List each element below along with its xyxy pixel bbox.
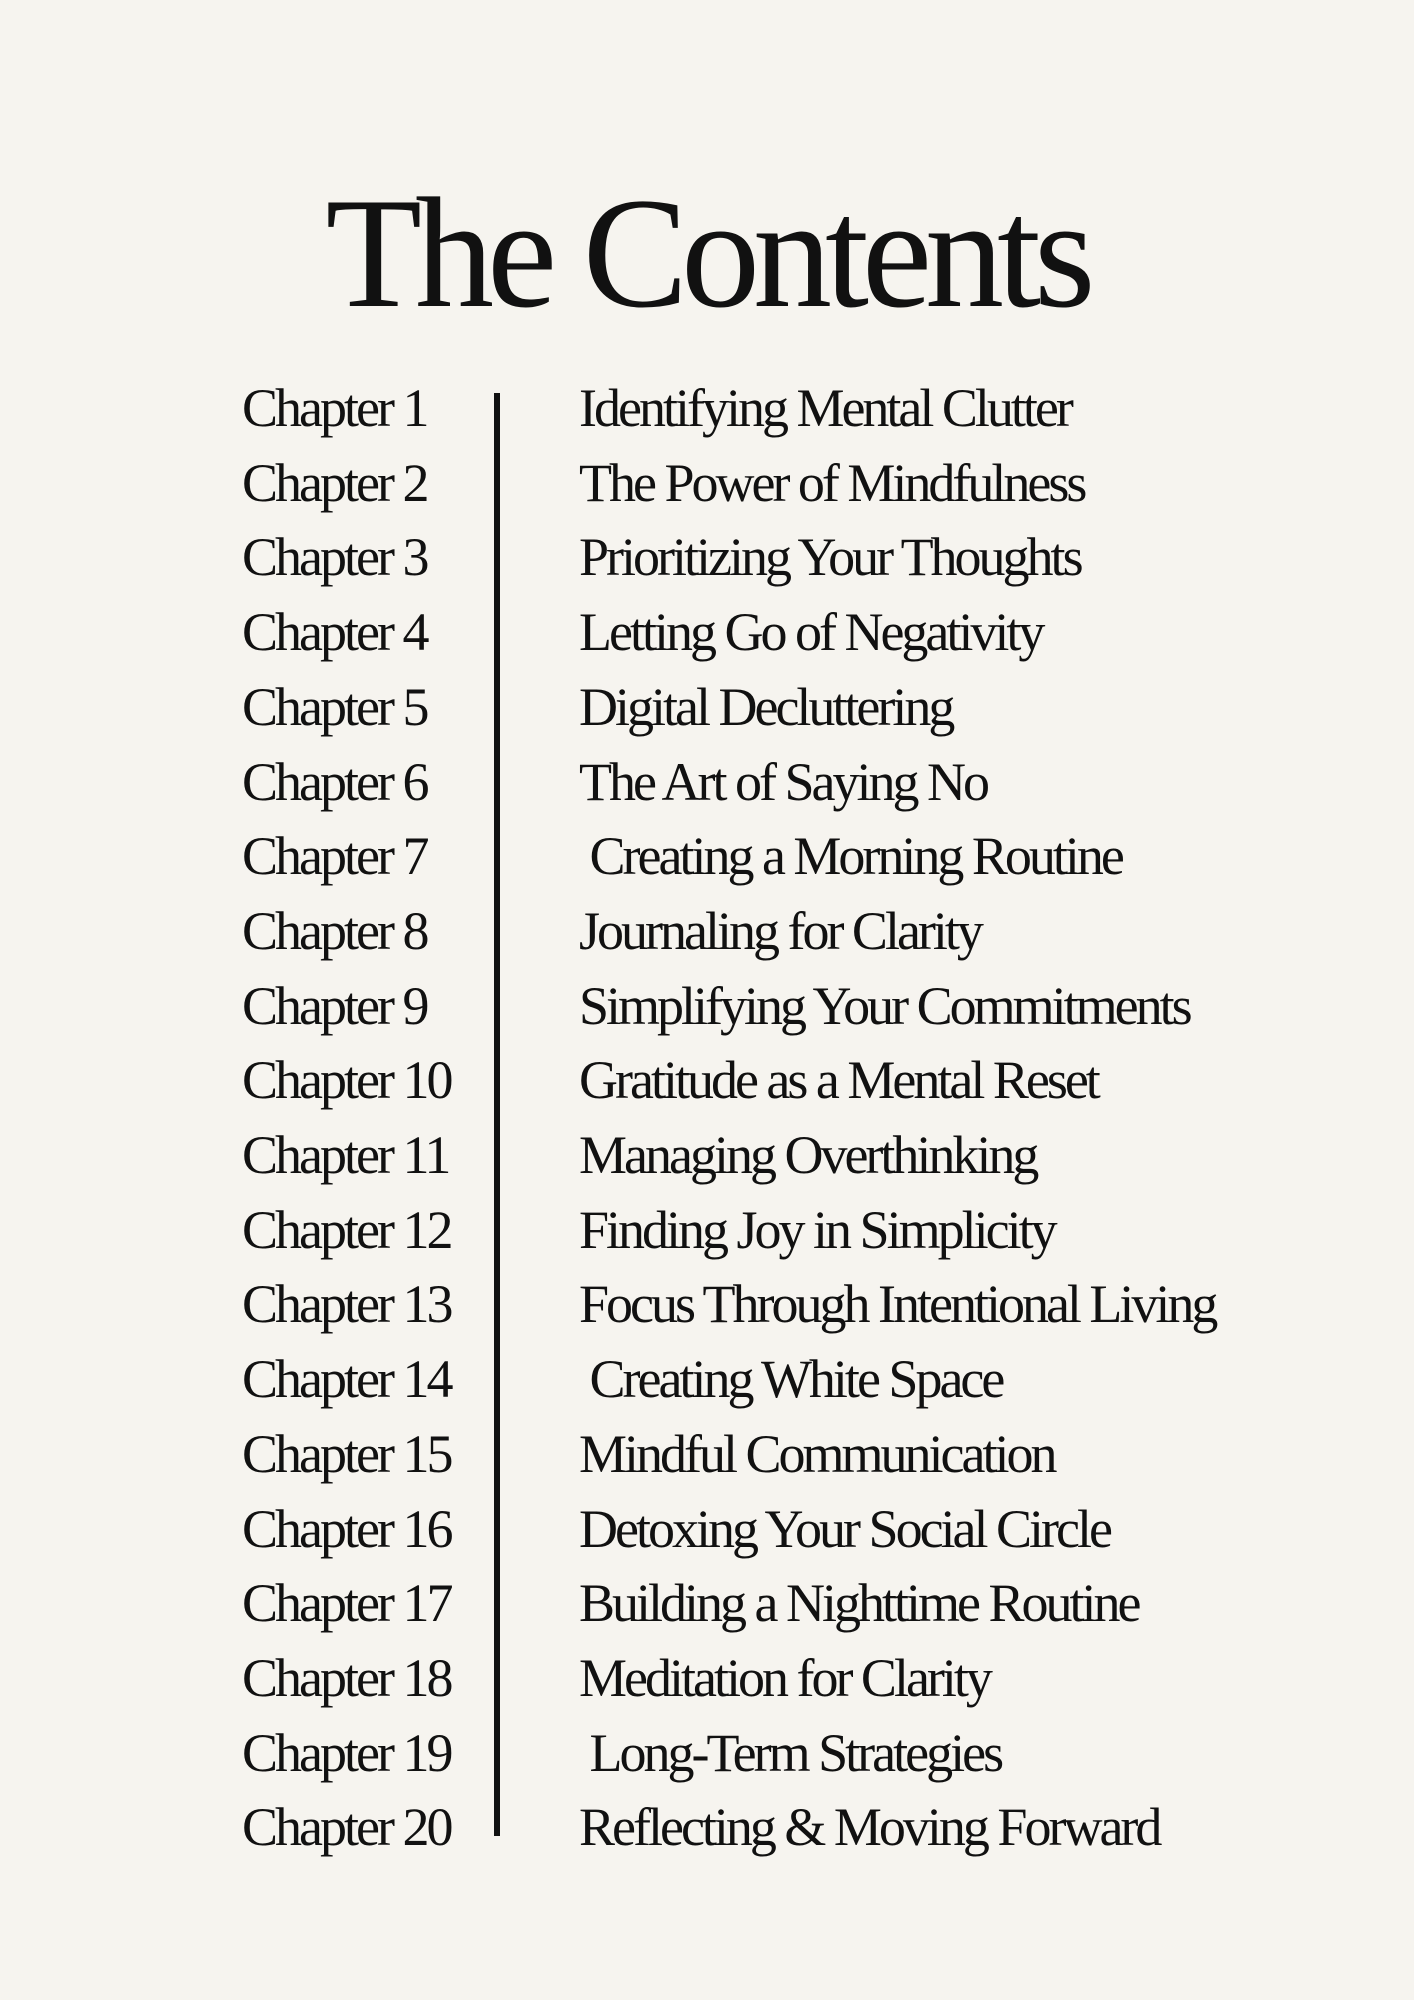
chapter-title: Letting Go of Negativity [579,602,1043,663]
chapter-title: Digital Decluttering [579,676,953,737]
toc-entry [0,745,1414,820]
toc-entry [0,1716,1414,1791]
chapter-label: Chapter 1 [242,378,427,438]
toc-entry [0,1566,1414,1641]
chapter-label: Chapter 13 [242,1274,451,1335]
toc-entry [0,819,1414,894]
chapter-label: Chapter 6 [242,751,427,812]
toc-entry [0,1492,1414,1567]
chapter-title: The Art of Saying No [579,751,987,812]
toc-entry [0,1193,1414,1268]
toc-entry [0,670,1414,745]
chapter-label: Chapter 8 [242,900,427,961]
toc-entry [0,1342,1414,1417]
toc-entry [0,371,1414,446]
chapter-title: Journaling for Clarity [579,900,981,961]
chapter-title: Identifying Mental Clutter [579,378,1071,438]
toc-entry [0,1641,1414,1716]
toc-entry [0,520,1414,595]
chapter-title: The Power of Mindfulness [579,452,1085,513]
chapter-title: Mindful Communication [579,1423,1055,1484]
chapter-label: Chapter 4 [242,602,427,663]
chapter-label: Chapter 15 [242,1423,451,1484]
chapter-title: Creating White Space [579,1349,1003,1410]
chapter-title: Prioritizing Your Thoughts [579,527,1081,588]
chapter-label: Chapter 7 [242,826,427,887]
chapter-label: Chapter 2 [242,452,427,513]
chapter-label: Chapter 12 [242,1199,451,1260]
chapter-title: Long-Term Strategies [579,1722,1002,1783]
page-title: The Contents [325,166,1089,341]
chapter-label: Chapter 9 [242,975,427,1036]
chapter-title: Gratitude as a Mental Reset [579,1050,1098,1111]
toc-entry [0,894,1414,969]
toc-entry [0,1118,1414,1193]
toc-entry [0,1790,1414,1865]
chapter-title: Managing Overthinking [579,1125,1037,1185]
chapter-title: Building a Nighttime Routine [579,1573,1139,1634]
toc-entry [0,1267,1414,1342]
chapter-title: Detoxing Your Social Circle [579,1498,1110,1559]
chapter-label: Chapter 14 [242,1349,451,1410]
chapter-label: Chapter 16 [242,1498,451,1559]
chapter-title: Focus Through Intentional Living [579,1274,1216,1335]
toc-entry [0,969,1414,1044]
chapter-label: Chapter 3 [242,527,427,588]
chapter-label: Chapter 19 [242,1722,451,1783]
chapter-title: Meditation for Clarity [579,1647,990,1708]
toc-entry [0,1043,1414,1118]
chapter-title: Finding Joy in Simplicity [579,1199,1055,1260]
chapter-label: Chapter 20 [242,1797,451,1858]
chapter-label: Chapter 5 [242,676,427,737]
toc-entry [0,595,1414,670]
chapter-title: Creating a Morning Routine [579,826,1122,887]
chapter-label: Chapter 10 [242,1050,451,1111]
chapter-label: Chapter 17 [242,1573,451,1634]
chapter-label: Chapter 11 [242,1125,449,1185]
chapter-title: Reflecting & Moving Forward [579,1797,1160,1858]
chapter-title: Simplifying Your Commitments [579,975,1190,1036]
chapter-label: Chapter 18 [242,1647,451,1708]
toc-entry [0,446,1414,521]
toc-entry [0,1417,1414,1492]
